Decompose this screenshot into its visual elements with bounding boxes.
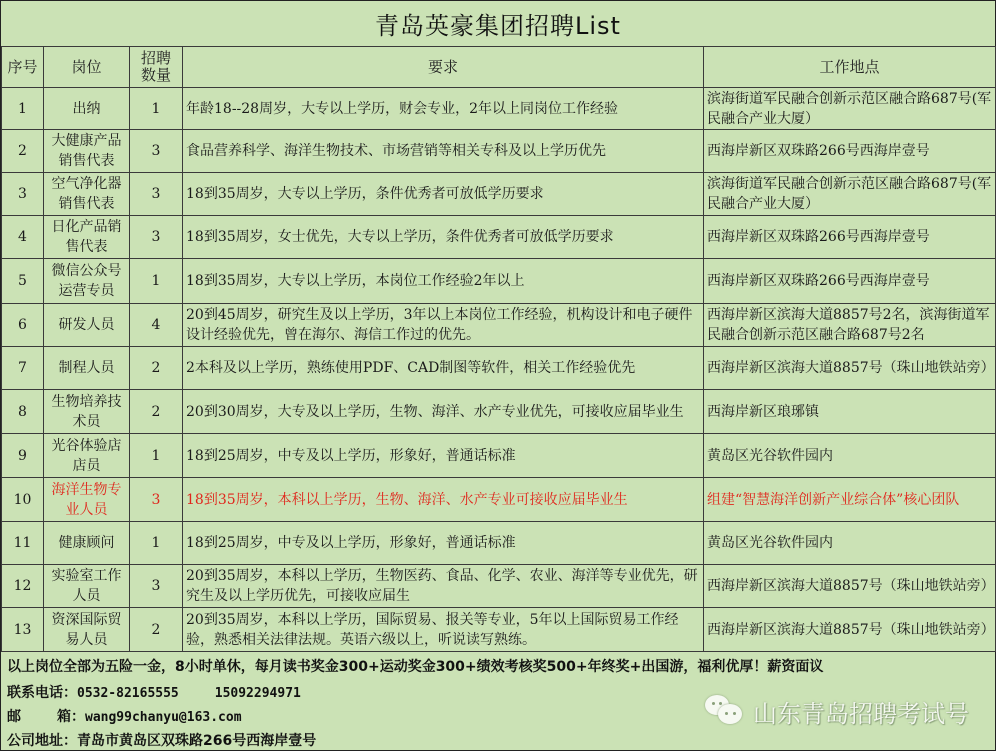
cell-requirements: 18到35周岁，女士优先，大专以上学历，条件优秀者可放低学历要求 bbox=[183, 216, 704, 259]
cell-location: 西海岸新区琅琊镇 bbox=[704, 390, 996, 434]
cell-requirements: 食品营养科学、海洋生物技术、市场营销等相关专科及以上学历优先 bbox=[183, 130, 704, 173]
table-row bbox=[2, 304, 996, 347]
cell-num: 5 bbox=[2, 259, 44, 304]
table-row bbox=[2, 130, 996, 173]
wechat-icon bbox=[705, 695, 745, 727]
cell-requirements: 20到45周岁，研究生及以上学历，3年以上本岗位工作经验，机构设计和电子硬件设计经验优先，曾在海尔、海信工作过的优先。 bbox=[183, 304, 704, 347]
email-line bbox=[7, 706, 242, 726]
cell-position: 大健康产品销售代表 bbox=[44, 130, 130, 173]
address-value: 青岛市黄岛区双珠路266号西海岸壹号 bbox=[77, 733, 317, 749]
cell-location: 西海岸新区双珠路266号西海岸壹号 bbox=[704, 216, 996, 259]
phone-label: 联系电话： bbox=[7, 685, 77, 701]
cell-location: 滨海街道军民融合创新示范区融合路687号(军民融合产业大厦） bbox=[704, 173, 996, 216]
cell-quantity: 2 bbox=[130, 390, 183, 434]
header-location: 工作地点 bbox=[704, 47, 996, 88]
cell-position: 生物培养技术员 bbox=[44, 390, 130, 434]
table-row bbox=[2, 216, 996, 259]
cell-requirements: 18到35周岁，大专以上学历，条件优秀者可放低学历要求 bbox=[183, 173, 704, 216]
cell-position: 空气净化器销售代表 bbox=[44, 173, 130, 216]
cell-location: 西海岸新区滨海大道8857号（珠山地铁站旁） bbox=[704, 347, 996, 390]
table-row bbox=[2, 565, 996, 608]
job-table bbox=[1, 46, 996, 652]
phone-line bbox=[7, 682, 301, 702]
table-row bbox=[2, 608, 996, 652]
cell-requirements: 18到25周岁，中专及以上学历，形象好，普通话标准 bbox=[183, 434, 704, 478]
table-row bbox=[2, 173, 996, 216]
cell-quantity: 3 bbox=[130, 478, 183, 522]
wechat-watermark bbox=[705, 691, 969, 731]
cell-position: 健康顾问 bbox=[44, 522, 130, 565]
cell-num: 2 bbox=[2, 130, 44, 173]
email-label-part1: 邮 bbox=[7, 709, 21, 725]
cell-requirements: 18到35周岁，大专以上学历，本岗位工作经验2年以上 bbox=[183, 259, 704, 304]
cell-location: 西海岸新区滨海大道8857号2名，滨海街道军民融合创新示范区融合路687号2名 bbox=[704, 304, 996, 347]
cell-requirements: 20到30周岁，大专及以上学历，生物、海洋、水产专业优先，可接收应届毕业生 bbox=[183, 390, 704, 434]
cell-num: 13 bbox=[2, 608, 44, 652]
cell-location: 黄岛区光谷软件园内 bbox=[704, 434, 996, 478]
benefits-text: 以上岗位全部为五险一金，8小时单休，每月读书奖金300+运动奖金300+绩效考核奖500+年终奖+出国游，福利优厚！薪资面议 bbox=[7, 659, 824, 675]
cell-num: 4 bbox=[2, 216, 44, 259]
cell-num: 12 bbox=[2, 565, 44, 608]
cell-requirements: 18到35周岁，本科以上学历，生物、海洋、水产专业可接收应届毕业生 bbox=[183, 478, 704, 522]
cell-num: 9 bbox=[2, 434, 44, 478]
cell-quantity: 2 bbox=[130, 608, 183, 652]
cell-position: 微信公众号运营专员 bbox=[44, 259, 130, 304]
cell-requirements: 20到35周岁，本科以上学历，生物医药、食品、化学、农业、海洋等专业优先，研究生及以上学历优先，可接收应届生 bbox=[183, 565, 704, 608]
header-quantity-label: 招聘数量 bbox=[140, 49, 171, 84]
cell-position: 光谷体验店店员 bbox=[44, 434, 130, 478]
table-row bbox=[2, 88, 996, 130]
phone-number-2[interactable]: 15092294971 bbox=[214, 686, 301, 701]
cell-quantity: 3 bbox=[130, 216, 183, 259]
table-row bbox=[2, 390, 996, 434]
cell-quantity: 1 bbox=[130, 522, 183, 565]
cell-num: 11 bbox=[2, 522, 44, 565]
cell-num: 3 bbox=[2, 173, 44, 216]
cell-quantity: 3 bbox=[130, 173, 183, 216]
cell-location: 滨海街道军民融合创新示范区融合路687号(军民融合产业大厦） bbox=[704, 88, 996, 130]
cell-position: 制程人员 bbox=[44, 347, 130, 390]
cell-requirements: 2本科及以上学历，熟练使用PDF、CAD制图等软件，相关工作经验优先 bbox=[183, 347, 704, 390]
cell-num: 10 bbox=[2, 478, 44, 522]
cell-num: 8 bbox=[2, 390, 44, 434]
cell-position: 日化产品销售代表 bbox=[44, 216, 130, 259]
cell-position: 出纳 bbox=[44, 88, 130, 130]
table-row bbox=[2, 434, 996, 478]
cell-quantity: 3 bbox=[130, 130, 183, 173]
table-row-highlighted bbox=[2, 478, 996, 522]
cell-quantity: 1 bbox=[130, 434, 183, 478]
header-position: 岗位 bbox=[44, 47, 130, 88]
address-line bbox=[7, 730, 316, 750]
watermark-text: 山东青岛招聘考试号 bbox=[753, 699, 969, 728]
cell-quantity: 1 bbox=[130, 259, 183, 304]
table-row bbox=[2, 522, 996, 565]
cell-position: 实验室工作人员 bbox=[44, 565, 130, 608]
cell-location: 黄岛区光谷软件园内 bbox=[704, 522, 996, 565]
cell-requirements: 18到25周岁，中专及以上学历，形象好，普通话标准 bbox=[183, 522, 704, 565]
cell-quantity: 1 bbox=[130, 88, 183, 130]
cell-location: 西海岸新区滨海大道8857号（珠山地铁站旁） bbox=[704, 565, 996, 608]
header-num: 序号 bbox=[2, 47, 44, 88]
cell-position: 资深国际贸易人员 bbox=[44, 608, 130, 652]
email-address[interactable]: wang99chanyu@163.com bbox=[85, 710, 242, 725]
table-row bbox=[2, 259, 996, 304]
cell-position: 海洋生物专业人员 bbox=[44, 478, 130, 522]
email-label-part2: 箱： bbox=[57, 709, 85, 725]
header-requirements: 要求 bbox=[183, 47, 704, 88]
cell-location: 组建“智慧海洋创新产业综合体”核心团队 bbox=[704, 478, 996, 522]
cell-requirements: 20到35周岁，本科以上学历，国际贸易、报关等专业，5年以上国际贸易工作经验，熟悉相关法律法规。英语六级以上，听说读写熟练。 bbox=[183, 608, 704, 652]
sheet-title: 青岛英豪集团招聘List bbox=[1, 1, 995, 47]
cell-num: 6 bbox=[2, 304, 44, 347]
address-label: 公司地址： bbox=[7, 733, 77, 749]
cell-quantity: 4 bbox=[130, 304, 183, 347]
cell-location: 西海岸新区滨海大道8857号（珠山地铁站旁） bbox=[704, 608, 996, 652]
cell-location: 西海岸新区双珠路266号西海岸壹号 bbox=[704, 130, 996, 173]
cell-quantity: 2 bbox=[130, 347, 183, 390]
cell-quantity: 3 bbox=[130, 565, 183, 608]
cell-position: 研发人员 bbox=[44, 304, 130, 347]
cell-num: 1 bbox=[2, 88, 44, 130]
phone-number-1[interactable]: 0532-82165555 bbox=[77, 686, 179, 701]
cell-num: 7 bbox=[2, 347, 44, 390]
cell-requirements: 年龄18--28周岁，大专以上学历，财会专业，2年以上同岗位工作经验 bbox=[183, 88, 704, 130]
header-quantity bbox=[130, 47, 183, 88]
table-header-row bbox=[2, 47, 996, 88]
cell-location: 西海岸新区双珠路266号西海岸壹号 bbox=[704, 259, 996, 304]
table-row bbox=[2, 347, 996, 390]
